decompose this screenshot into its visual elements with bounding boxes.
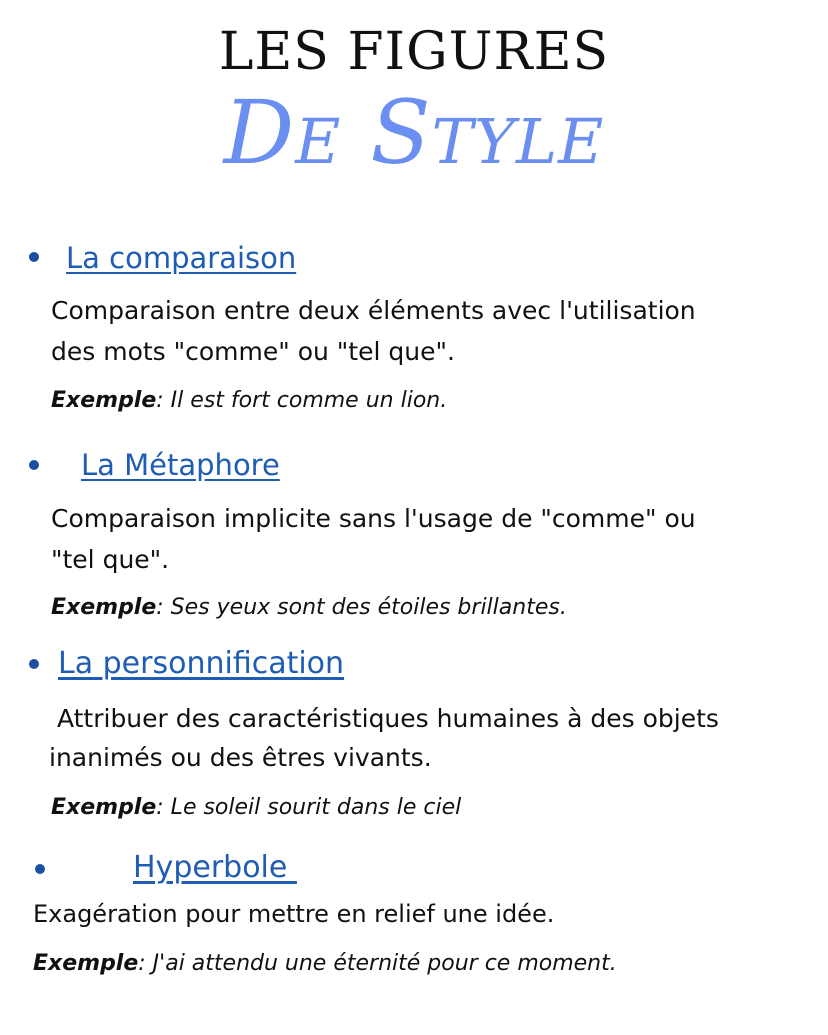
description-line: inanimés ou des êtres vivants. xyxy=(49,743,432,772)
bullet-icon xyxy=(35,864,45,874)
heading-link-metaphore[interactable]: La Métaphore xyxy=(81,448,280,482)
description-line: Attribuer des caractéristiques humaines à des objets xyxy=(49,704,719,733)
example-label: Exemple xyxy=(51,595,157,620)
example-text: : Le soleil sourit dans le ciel xyxy=(156,795,462,820)
example-label: Exemple xyxy=(51,795,157,820)
example-text: : Il est fort comme un lion. xyxy=(156,388,448,413)
example-text: : J'ai attendu une éternité pour ce moment. xyxy=(138,951,617,976)
example-text: : Ses yeux sont des étoiles brillantes. xyxy=(156,595,567,620)
description-line: des mots "comme" ou "tel que". xyxy=(51,337,455,366)
example-line xyxy=(51,593,567,623)
bullet-icon xyxy=(29,460,39,470)
title-line-1: LES FIGURES xyxy=(218,22,610,82)
example-label: Exemple xyxy=(51,388,157,413)
example-line xyxy=(51,386,447,416)
heading-link-hyperbole[interactable]: Hyperbole xyxy=(133,850,297,885)
bullet-icon xyxy=(29,659,39,669)
example-line xyxy=(51,793,461,823)
example-label: Exemple xyxy=(33,951,139,976)
description-line: Comparaison entre deux éléments avec l'utilisation xyxy=(51,296,696,325)
description-line: Comparaison implicite sans l'usage de "comme" ou xyxy=(51,504,696,533)
heading-link-personnification[interactable]: La personnification xyxy=(58,646,345,681)
title-line-2: De Style xyxy=(223,81,605,184)
description-line: Exagération pour mettre en relief une idée. xyxy=(33,900,555,928)
example-line xyxy=(33,949,617,979)
description-line: "tel que". xyxy=(51,545,170,574)
heading-link-comparaison[interactable]: La comparaison xyxy=(66,241,297,275)
bullet-icon xyxy=(29,252,39,262)
